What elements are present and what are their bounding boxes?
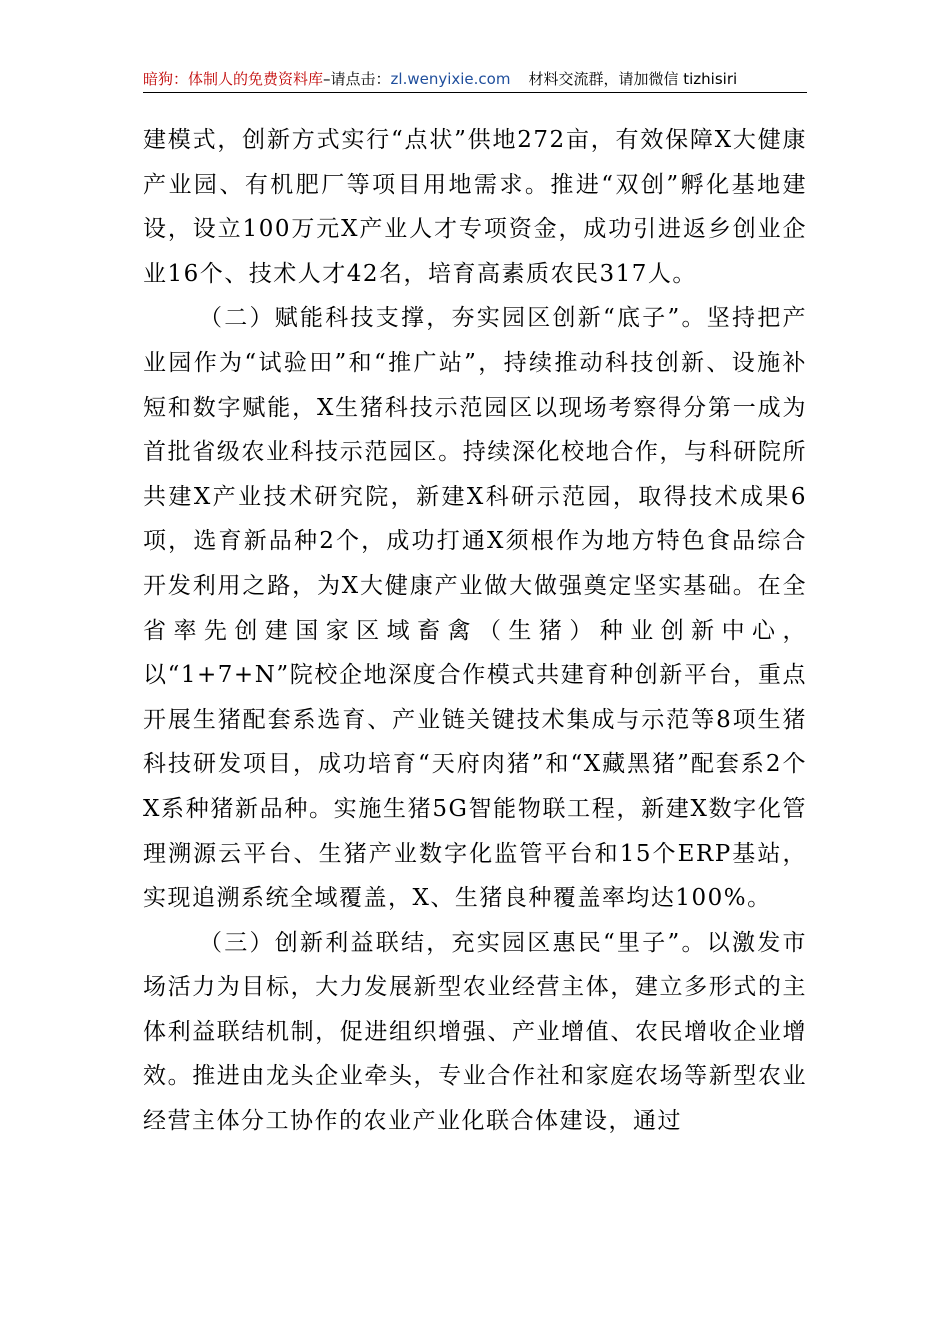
document-body — [143, 118, 807, 1144]
paragraph-3-heading: （三）创新利益联结，充实园区惠民“里子”。 — [199, 929, 707, 956]
paragraph-1 — [143, 118, 807, 296]
paragraph-2 — [143, 296, 807, 920]
paragraph-3 — [143, 921, 807, 1144]
paragraph-2-heading: （二）赋能科技支撑，夯实园区创新“底子”。 — [199, 305, 707, 332]
header-brand: 暗狗：体制人的免费资料库 — [143, 70, 324, 88]
header-prompt: –请点击： — [323, 70, 391, 88]
paragraph-3-body: 以激发市场活力为目标，大力发展新型农业经营主体，建立多形式的主体利益联结机制，促进组织增强、产业增值、农民增收企业增效。推进由龙头企业牵头，专业合作社和家庭农场等新型农业经营主体分工协作的农业产业化联合体建设，通过 — [143, 929, 807, 1135]
paragraph-2-body: 坚持把产业园作为“试验田”和“推广站”，持续推动科技创新、设施补短和数字赋能，X生猪科技示范园区以现场考察得分第一成为首批省级农业科技示范园区。持续深化校地合作，与科研院所共建X产业技术研究院，新建X科研示范园，取得技术成果6项，选育新品种2个，成功打通X须根作为地方特色食品综合开发利用之路，为X大健康产业做大做强奠定坚实基础。在全省率先创建国家区域畜禽（生猪）种业创新中心，以“1+7+N”院校企地深度合作模式共建育种创新平台，重点开展生猪配套系选育、产业链关键技术集成与示范等8项生猪科技研发项目，成功培育“天府肉猪”和“X藏黑猪”配套系2个X系种猪新品种。实施生猪5G智能物联工程，新建X数字化管理溯源云平台、生猪产业数字化监管平台和15个ERP基站，实现追溯系统全域覆盖，X、生猪良种覆盖率均达100%。 — [143, 305, 807, 912]
page-header — [143, 66, 807, 93]
paragraph-1-body: 建模式，创新方式实行“点状”供地272亩，有效保障X大健康产业园、有机肥厂等项目用地需求。推进“双创”孵化基地建设，设立100万元X产业人才专项资金，成功引进返乡创业企业16个、技术人才42名，培育高素质农民317人。 — [143, 127, 807, 287]
header-link[interactable]: zl.wenyixie.com — [390, 70, 511, 88]
header-group-note: 材料交流群，请加微信 tizhisiri — [528, 70, 738, 88]
